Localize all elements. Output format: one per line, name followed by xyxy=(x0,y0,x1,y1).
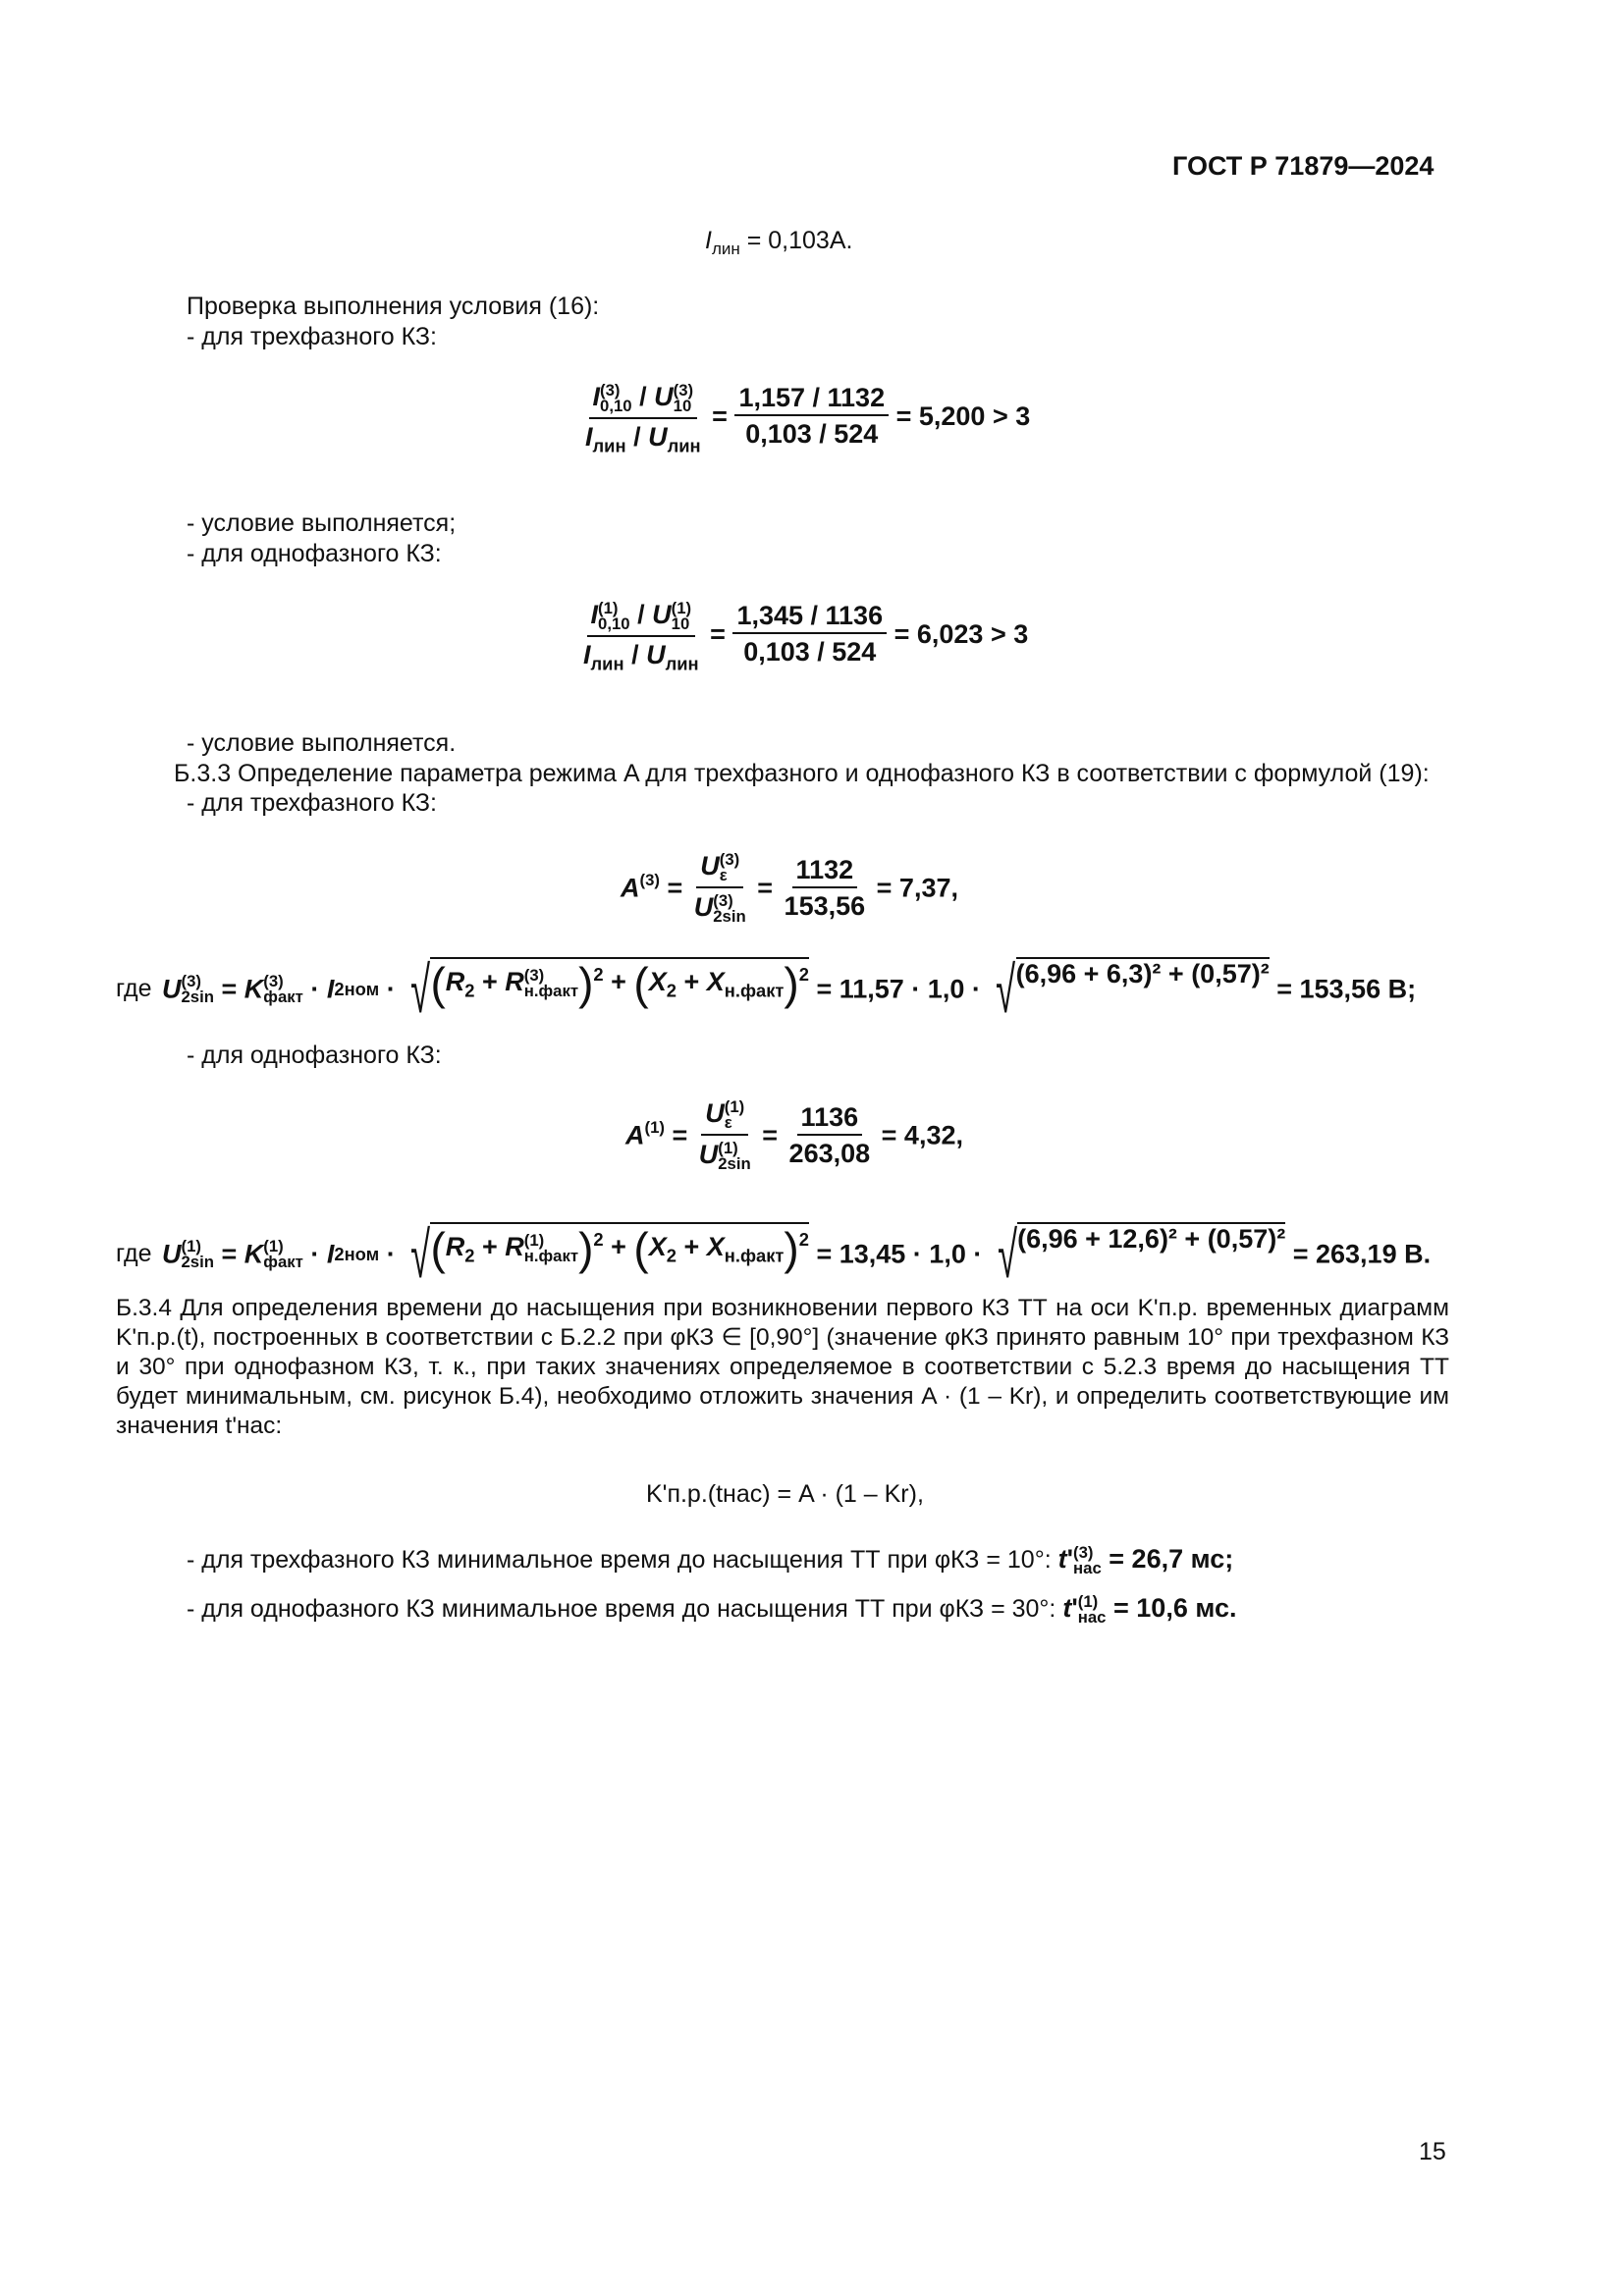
formula-fraction-values: $\frac{1,345 / 1136}{0,103 / 524}$ xyxy=(732,603,887,666)
bullet-condition-2: - условие выполняется. xyxy=(187,729,457,757)
i-lin-line: $I_{лин} = 0,103А$. xyxy=(705,227,853,258)
where-label-1: где xyxy=(116,975,152,1002)
formula-fraction-lhs: I(1) 0,10 / U(1) 10 $I_{лин} / U_{лин}$ xyxy=(583,599,699,674)
formula-a3: A(3) = U(3) ε U(3) 2sin = $\frac{1132}{153,56}$ = 7,37, xyxy=(621,850,958,926)
k-pr-equation: K'п.р.(tнас) = A · (1 – Kr), xyxy=(646,1480,924,1508)
section-b33: Б.3.3 Определение параметра режима A для трехфазного и однофазного КЗ в соответствии с формулой (19): xyxy=(174,760,1430,787)
check-intro: Проверка выполнения условия (16): xyxy=(187,293,600,320)
formula-check-three-phase: I(3) 0,10 / U(3) 10 $I_{лин} / U_{лин}$ = $\frac{1,157 / 1132}{0,103 / 524}$ = 5,200 > 3 xyxy=(581,383,1030,451)
document-header: ГОСТ Р 71879—2024 xyxy=(1172,151,1435,181)
formula-u2sin-1: U(1) 2sin = K(1) факт · I2ном · √ ($R_2 + R(1)$ н.факт)$^2$ + $(X_2 + X_{н.факт})^2$ = 13,45 · 1,0 · √ (6,96 + 12,6)² + (0,57)² = 263,19 В. xyxy=(162,1218,1432,1291)
formula-u2sin-3: U(3) 2sin = K(3) факт · I2ном · √ ($R_2 + R(3)$ н.факт)$^2$ + $(X_2 + X_{н.факт})^2$ = 11,57 · 1,0 · √ (6,96 + 6,3)² + (0,57)² = 153,56 В; xyxy=(162,953,1417,1026)
bullet-condition-1: - условие выполняется; xyxy=(187,509,457,537)
min-time-three-phase: - для трехфазного КЗ минимальное время до насыщения ТТ при φКЗ = 10°: t'(3) нас = 26,7 мс; xyxy=(187,1543,1234,1577)
formula-a1: A(1) = U(1) ε U(1) 2sin = $\frac{1136}{263,08}$ = 4,32, xyxy=(625,1097,963,1173)
min-time-one-phase: - для однофазного КЗ минимальное время до насыщения ТТ при φКЗ = 30°: t'(1) нас = 10,6 мс. xyxy=(187,1592,1237,1627)
formula-fraction-lhs: I(3) 0,10 / U(3) 10 $I_{лин} / U_{лин}$ xyxy=(585,381,701,456)
formula-result: = 5,200 > 3 xyxy=(895,400,1031,431)
bullet-one-phase-1: - для однофазного КЗ: xyxy=(187,540,442,567)
formula-check-one-phase: I(1) 0,10 / U(1) 10 $I_{лин} / U_{лин}$ = $\frac{1,345 / 1136}{0,103 / 524}$ = 6,023 > 3 xyxy=(579,601,1028,668)
bullet-three-phase-1: - для трехфазного КЗ: xyxy=(187,323,437,350)
page-number: 15 xyxy=(1419,2138,1446,2165)
bullet-three-phase-2: - для трехфазного КЗ: xyxy=(187,789,437,817)
bullet-one-phase-2: - для однофазного КЗ: xyxy=(187,1041,442,1069)
formula-fraction-values: $\frac{1,157 / 1132}{0,103 / 524}$ xyxy=(734,385,889,448)
i-lin-value: = 0,103А. xyxy=(739,227,853,254)
section-b34-paragraph: Б.3.4 Для определения времени до насыщения при возникновении первого КЗ ТТ на оси K'п.р. временных диаграмм K'п.р.(t), построенных в соответствии с Б.2.2 при φКЗ ∈ [0,90°] (значение φКЗ принято равным 10° при трехфазном КЗ и 30° при однофазном КЗ, т. к., при таких значениях определяемое в соответствии с 5.2.3 время до насыщения ТТ будет минимальным, см. рисунок Б.4), необходимо отложить значения A · (1 – Kr), и определить соответствующие им значения t'нас: xyxy=(116,1295,1449,1439)
where-label-2: где xyxy=(116,1240,152,1267)
formula-result: = 6,023 > 3 xyxy=(893,618,1029,649)
